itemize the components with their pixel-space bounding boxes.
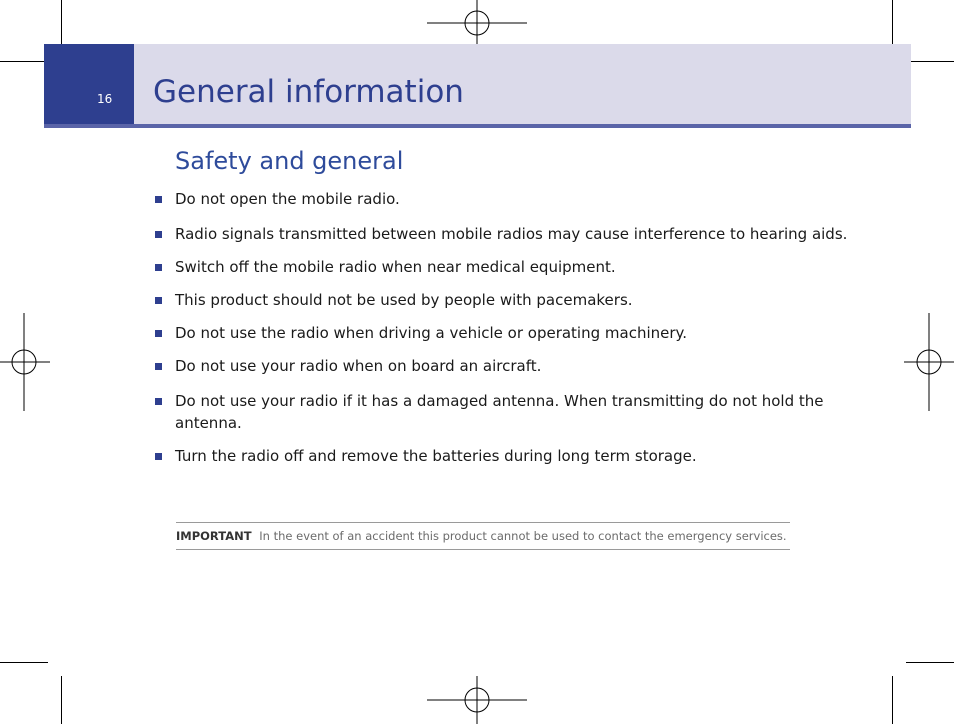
page-number-block: [44, 44, 134, 124]
crop-mark: [0, 662, 48, 663]
bullet-icon: [155, 231, 162, 238]
notice-text: In the event of an accident this product cannot be used to contact the emergency services.: [259, 529, 787, 543]
page-title: General information: [153, 74, 464, 110]
page-number: 16: [97, 92, 113, 106]
crop-mark: [906, 61, 954, 62]
list-item-text: Do not use the radio when driving a vehicle or operating machinery.: [175, 324, 688, 342]
bullet-icon: [155, 398, 162, 405]
registration-mark: [427, 0, 527, 48]
section-title: Safety and general: [175, 147, 404, 175]
notice-label: IMPORTANT: [176, 529, 252, 543]
bullet-icon: [155, 330, 162, 337]
crop-mark: [61, 676, 62, 724]
list-item-text: Do not open the mobile radio.: [175, 190, 400, 208]
crop-mark: [906, 662, 954, 663]
crop-mark: [892, 676, 893, 724]
crop-mark: [61, 0, 62, 48]
crop-mark: [0, 61, 48, 62]
list-item-text: Switch off the mobile radio when near medical equipment.: [175, 258, 616, 276]
list-item-text: Turn the radio off and remove the batteries during long term storage.: [175, 447, 697, 465]
list-item-text: Do not use your radio if it has a damaged antenna. When transmitting do not hold the antenna.: [175, 392, 824, 432]
bullet-icon: [155, 363, 162, 370]
list-item-text: This product should not be used by people with pacemakers.: [175, 291, 633, 309]
registration-mark: [427, 676, 527, 724]
list-item-text: Radio signals transmitted between mobile radios may cause interference to hearing aids.: [175, 225, 848, 243]
bullet-icon: [155, 453, 162, 460]
important-notice: [176, 522, 790, 550]
registration-mark: [904, 313, 954, 411]
bullet-icon: [155, 264, 162, 271]
title-rule: [44, 124, 911, 128]
bullet-icon: [155, 196, 162, 203]
list-item-text: Do not use your radio when on board an aircraft.: [175, 357, 542, 375]
bullet-icon: [155, 297, 162, 304]
crop-mark: [892, 0, 893, 48]
registration-mark: [0, 313, 50, 411]
